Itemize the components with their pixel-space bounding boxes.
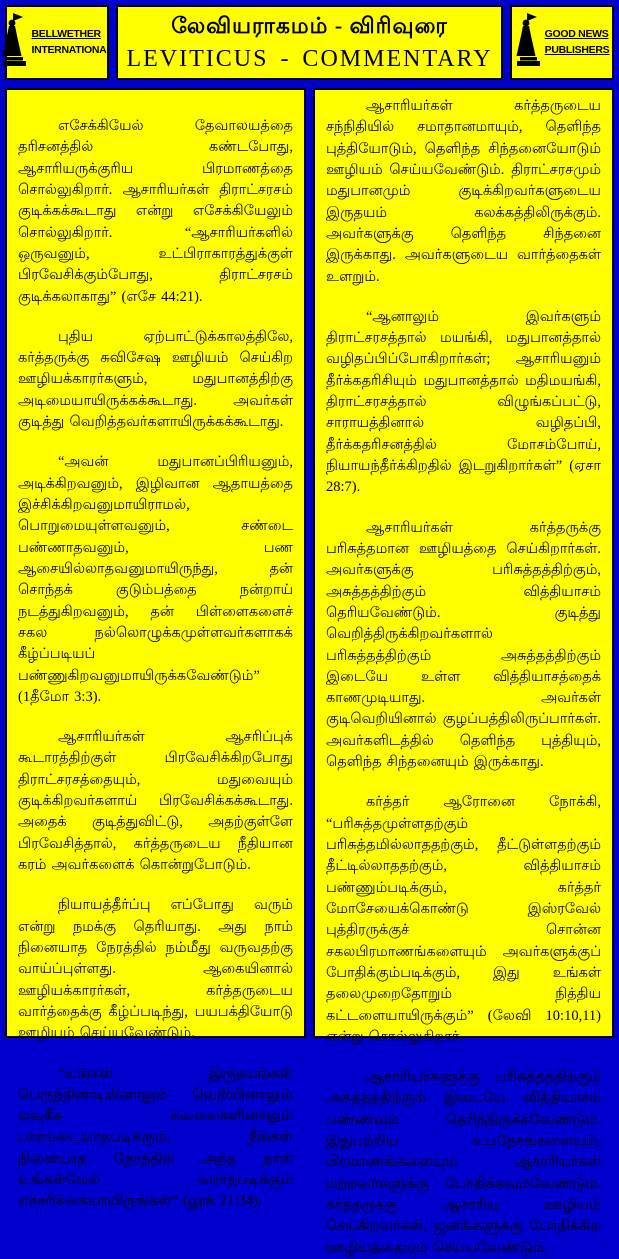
title-panel: [116, 5, 503, 80]
paragraph: “உங்கள் இருதயங்கள் பெருந்திண்டியினாலும் வெறியினாலும் லவுகீக கவலைகளினாலும் பாரமடையாதபடிக்கும், நீங்கள் நினையாத நேரத்தில் அந்த நாள் உங்கள்மேல் வராதபடிக்கும் எச்சரிக்கையாயிருங்கள்” (லூக் 21:34).: [18, 1065, 293, 1210]
text-column-right: [313, 88, 614, 1256]
logo-line-1: GOOD NEWS: [544, 28, 609, 41]
text-column-left: [5, 88, 306, 1210]
page-title-english: LEVITICUS - COMMENTARY: [126, 45, 493, 72]
statue-icon: [1, 12, 27, 73]
paragraph: நியாயத்தீர்ப்பு எப்போது வரும் என்று நமக்கு தெரியாது. அது நாம் நினையாத நேரத்தில் நம்மீது வருவதற்கு வாய்ப்புள்ளது. ஆகையினால் ஊழியக்காரர்கள், கர்த்தருடைய வார்த்தைக்கு கீழ்ப்படிந்து, பயபக்தியோடு ஊழியம் செய்யவேண்டும்.: [18, 897, 293, 1042]
paragraph: ஆசாரியர்கள் கர்த்தருடைய சந்நிதியில் சமாதானமாயும், தெளிந்த புத்தியோடும், தெளிந்த சிந்தனையோடும் ஊழியம் செய்யவேண்டும். திராட்சரசமும் மதுபானமும் குடிக்கிறவர்களுடைய இருதயம் கலக்கத்திலிருக்கும். அவர்களுக்கு தெளிந்த சிந்தனை இருக்காது. அவர்களுடைய வார்த்தைகள் உளறும்.: [326, 98, 601, 285]
good-news-publishers-logo: [510, 5, 614, 80]
paragraph: கர்த்தர் ஆரோனை நோக்கி, “பரிசுத்தமுள்ளதற்கும் பரிசுத்தமில்லாததற்கும், தீட்டுள்ளதற்கும் தீட்டில்லாததற்கும், வித்தியாசம் பண்ணும்படிக்கும், கர்த்தர் மோசேயைக்கொண்டு இஸ்ரவேல் புத்திரருக்குச் சொன்ன சகலபிரமாணங்களையும் அவர்களுக்குப் போதிக்கும்படிக்கும், இது உங்கள் தலைமுறைதோறும் நித்திய கட்டளையாயிருக்கும்” (லேவி 10:10,11) என்று சொல்லுகிறார்.: [326, 794, 601, 1045]
paragraph: எசேக்கியேல் தேவாலயத்தை தரிசனத்தில் கண்டபோது, ஆசாரியருக்குரிய பிரமாணத்தை சொல்லுகிறார். ஆசாரியர்கள் திராட்சரசம் குடிக்கக்கூடாது என்று எசேக்கியேலும் சொல்லுகிறார். “ஆசாரியர்களில் ஒருவனும், உட்பிராகாரத்துக்குள் பிரவேசிக்கும்போது, திராட்சரசம் குடிக்கலாகாது” (எசே 44:21).: [18, 118, 293, 305]
bellwether-international-logo: [5, 5, 113, 80]
bellwether-logo-text: [31, 27, 112, 57]
paragraph: “ஆனாலும் இவர்களும் திராட்சரசத்தால் மயங்கி, மதுபானத்தால் வழிதப்பிப்போகிறார்கள்; ஆசாரியனும் தீர்க்கதரிசியும் மதுபானத்தால் மதிமயங்கி, திராட்சரசத்தால் விழுங்கப்பட்டு, சாராயத்தினால் வழிதப்பி, தீர்க்கதரிசனத்தில் மோசம்போய், நியாயந்தீர்க்கிறதில் இடறுகிறார்கள்” (ஏசா 28:7).: [326, 308, 601, 496]
commentary-body: [5, 88, 614, 1256]
paragraph: “அவன் மதுபானப்பிரியனும், அடிக்கிறவனும், இழிவான ஆதாயத்தை இச்சிக்கிறவனுமாயிராமல், பொறுமையுள்ளவனும், சண்டை பண்ணாதவனும், பண ஆசையில்லாதவனுமாயிருந்து, தன் சொந்தக் குடும்பத்தை நன்றாய் நடத்துகிறவனும், தன் பிள்ளைகளைச் சகல நல்லொழுக்கமுள்ளவர்களாகக் கீழ்ப்படியப் பண்ணுகிறவனுமாயிருக்கவேண்டும்” (1தீமோ 3:3).: [18, 454, 293, 705]
page-header: [5, 5, 614, 80]
page-title-tamil: லேவியராகமம் - விரிவுரை: [171, 12, 448, 38]
paragraph: ஆசாரியர்களுக்கு பரிசுத்தத்திற்கும் அசுத்தத்திற்கும் இடையே வித்தியாசம் பண்ணவும் தெரிந்திருக்கவேண்டும். இதுபற்றிய உபதேசங்களையும், பிரமாணங்களையும் ஆசாரியர்கள் மற்றவர்களுக்கு போதிக்கவும்வேண்டும். கர்த்தருக்கு ஆசாரிய ஊழியம் செய்கிறவர்கள், ஜனங்களுக்கு போதிக்கிற ஊழியத்தையும் செய்யவேண்டும்.: [326, 1069, 601, 1256]
logo-line-2: INTERNATIONAL: [31, 43, 113, 56]
paragraph: புதிய ஏற்பாட்டுக்காலத்திலே, கர்த்தருக்கு சுவிசேஷ ஊழியம் செய்கிற ஊழியக்காரர்களும், மதுபானத்திற்கு அடிமையாயிருக்கக்கூடாது. அவர்கள் குடித்து வெறித்தவர்களாயிருக்கக்கூடாது.: [18, 328, 293, 431]
statue-icon: [515, 12, 541, 73]
paragraph: ஆசாரியர்கள் ஆசரிப்புக் கூடாரத்திற்குள் பிரவேசிக்கிறபோது திராட்சரசத்தையும், மதுவையும் குடிக்கிறவர்களாய் பிரவேசிக்கக்கூடாது. அதைக் குடித்துவிட்டு, அதற்குள்ளே பிரவேசித்தால், கர்த்தருடைய நீதியான கரம் அவர்களைக் கொன்றுபோடும்.: [18, 729, 293, 873]
paragraph: ஆசாரியர்கள் கர்த்தருக்கு பரிசுத்தமான ஊழியத்தை செய்கிறார்கள். அவர்களுக்கு பரிசுத்தத்திற்கும், அசுத்தத்திற்கும் வித்தியாசம் தெரியவேண்டும். குடித்து வெறித்திருக்கிறவர்களால் பரிசுத்தத்திற்கும் அசுத்தத்திற்கும் இடையே உள்ள வித்தியாசத்தைக் காணமுடியாது. அவர்கள் குடிவெறியினால் குழப்பத்திலிருப்பார்கள். அவர்களிடத்தில் தெளிந்த புத்தியும், தெளிந்த சிந்தனையும் இருக்காது.: [326, 519, 601, 771]
logo-line-1: BELLWETHER: [31, 28, 101, 41]
logo-line-2: PUBLISHERS: [544, 43, 610, 56]
good-news-logo-text: [545, 27, 610, 57]
